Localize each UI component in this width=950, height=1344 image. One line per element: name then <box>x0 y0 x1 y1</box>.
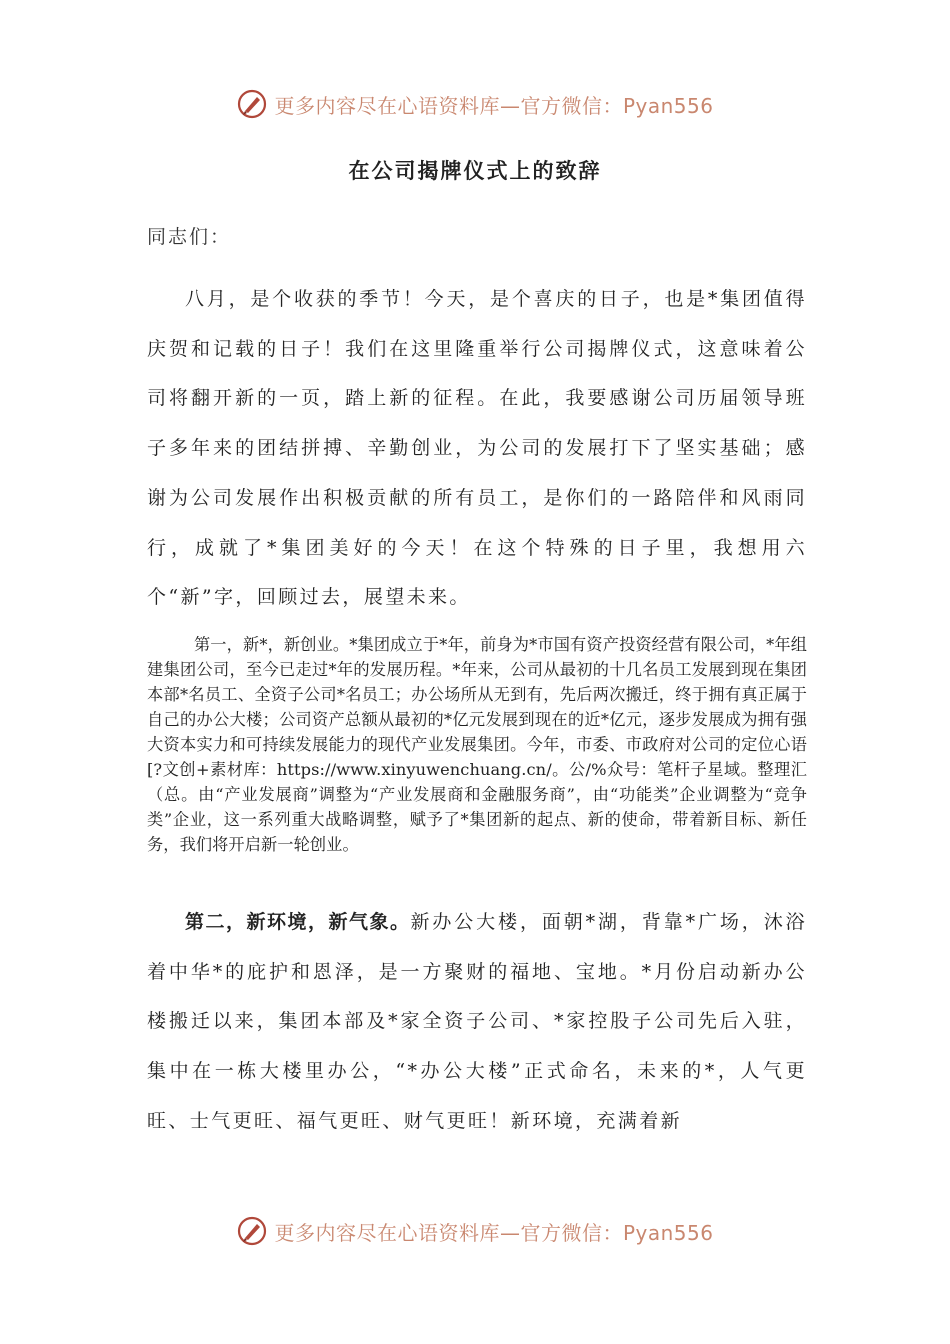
paragraph-first-point: 第一，新*，新创业。*集团成立于*年，前身为*市国有资产投资经营有限公司，*年组建集团公司，至今已走过*年的发展历程。*年来，公司从最初的十几名员工发展到现在集团本部*名员工、全资子公司*名员工；办公场所从无到有，先后两次搬迁，终于拥有真正属于自己的办公大楼；公司资产总额从最初的*亿元发展到现在的近*亿元，逐步发展成为拥有强大资本实力和可持续发展能力的现代产业发展集团。今年，市委、市政府对公司的定位心语[?文创+素材库：https://www.xinyuwenchuang.cn/。公/%众号：笔杆子星域。整理汇（总。由“产业发展商”调整为“产业发展商和金融服务商”，由“功能类”企业调整为“竞争类”企业，这一系列重大战略调整，赋予了*集团新的起点、新的使命，带着新目标、新任务，我们将开启新一轮创业。 <box>147 635 807 854</box>
salutation: 同志们： <box>147 226 232 248</box>
footer-watermark-banner <box>0 1211 950 1251</box>
paragraph-lead-heading: 第二，新环境，新气象。 <box>185 911 411 933</box>
paragraph-body: 新办公大楼，面朝*湖，背靠*广场，沐浴着中华*的庇护和恩泽，是一方聚财的福地、宝地。*月份启动新办公楼搬迁以来，集团本部及*家全资子公司、*家控股子公司先后入驻，集中在一栋大楼里办公，“*办公大楼”正式命名，未来的*，人气更旺、士气更旺、福气更旺、财气更旺！新环境，充满着新 <box>147 911 807 1132</box>
watermark-text: 更多内容尽在心语资料库—官方微信：Pyan556 <box>274 93 714 118</box>
document-title: 在公司揭牌仪式上的致辞 <box>348 159 602 183</box>
paragraph-opening: 八月，是个收获的季节！今天，是个喜庆的日子，也是*集团值得庆贺和记载的日子！我们在这里隆重举行公司揭牌仪式，这意味着公司将翻开新的一页，踏上新的征程。在此，我要感谢公司历届领导班子多年来的团结拼搏、辛勤创业，为公司的发展打下了坚实基础；感谢为公司发展作出积极贡献的所有员工，是你们的一路陪伴和风雨同行，成就了*集团美好的今天！在这个特殊的日子里，我想用六个“新”字，回顾过去，展望未来。 <box>147 288 807 609</box>
pen-logo-icon <box>236 1215 268 1247</box>
paragraph-second-point <box>147 898 807 1147</box>
header-watermark-banner <box>0 84 950 124</box>
watermark-text: 更多内容尽在心语资料库—官方微信：Pyan556 <box>274 1220 714 1245</box>
pen-logo-icon <box>236 88 268 120</box>
